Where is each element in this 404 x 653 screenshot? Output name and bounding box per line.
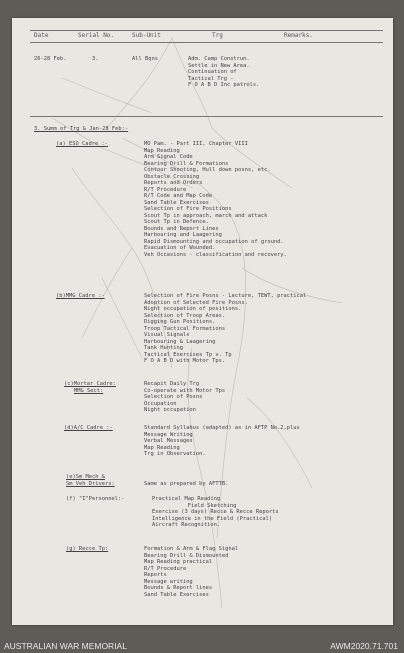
list-item: Rapid Dismounting and occupation of ground. [144,238,284,245]
list-item: Exercise (3 days) Recce & Recce Reports [152,509,279,515]
list-item: Selection of Fire Positions [144,206,232,212]
subsection-f-list [152,496,279,529]
list-item: Harbouring & Laagering [144,338,216,345]
list-item: Tank Hunting [144,345,183,351]
list-item: Adoption of Selected Fire Posns. [144,299,248,306]
list-item: Selection of Posns [144,394,203,400]
subsection-label-b: (b)MMG Cadre :- [56,293,105,299]
list-item: Scout Tp in Defence. [144,219,209,225]
list-item: Formation & Arm & Flag Signal [144,546,239,552]
list-item: Night occupation [144,407,196,413]
list-item: Occupation [144,400,177,407]
list-item: Aircraft Recognition. [152,522,221,528]
list-item: Field Sketching [152,502,237,509]
list-item: Arm Signal Code [144,154,193,160]
list-item: Reports and Orders [144,180,203,186]
list-item: Sand Table Exercises [144,591,209,598]
header-bottom-rule [30,42,383,43]
archive-footer [0,638,404,653]
archive-name: AUSTRALIAN WAR MEMORIAL [4,641,127,651]
subsection-d-list [144,425,300,458]
list-item: Recapit Daily Trg [144,381,200,387]
entry-line: Adm. Camp Construn. [188,56,250,62]
list-item: R/T Code and Map Code [144,193,213,199]
section-rule [30,116,383,117]
entry-subunit: All Bqns [132,56,158,62]
list-item: Obstacle Crossing [144,173,200,180]
list-item: Bounds and Report Lines [144,225,219,232]
list-item: Trg in Observation. [144,451,206,457]
subsection-label-c: (c)Mortar Cadre: [64,381,116,387]
list-item: Verbal Messages [144,438,193,444]
entry-line: Continuation of [188,69,237,75]
list-item: Evacuation of Wounded. [144,245,216,251]
list-item: Same as prepared by AFTTB. [144,481,229,487]
list-item: Bounds & Report lines [144,585,213,591]
list-item: Standard Syllabus (adapted) as in AFTP No.2,plus [144,425,300,431]
list-item: Tactical Exercises Tp v. Tp [144,351,232,358]
list-item: R/T Procedure [144,186,187,193]
header-top-rule [30,30,383,31]
subsection-c-list [144,381,225,414]
subsection-label-a: (a) ESO Cadre :- [56,141,108,147]
section-title: 3. Summ of Trg & Jan-28 Feb:- [34,126,129,132]
list-item: Night occupation of positions. [144,306,242,312]
header-date: Date [34,32,49,39]
header-trg: Trg [212,32,223,39]
list-item: Sand Table Exercises [144,199,209,206]
list-item: Map Reading [144,147,180,154]
header-remarks: Remarks. [284,32,313,39]
subsection-a-list [144,141,287,258]
subsection-label-e2: Sm Veh Drivers: [66,481,115,487]
entry-line: Tactical Trg - [188,75,234,82]
list-item: Co-operate with Motor Tps [144,387,226,394]
list-item: Map Reading practical [144,559,213,565]
entry-line: Settle in New Area. [188,62,250,69]
list-item: Scout Tp in approach, march and attack [144,212,268,219]
list-item: Veh Occasions - classification and recovery. [144,251,287,258]
list-item: Troop Tactical Formations [144,325,226,332]
list-item: Selection of Troop Areas. [144,312,226,319]
subsection-label-c2: MMG Sect: [74,388,104,394]
list-item: F O A B D with Motor Tps. [144,358,226,364]
list-item: Map Reading [144,444,180,451]
list-item: Contour Shooting, Hull down posns, etc. [144,167,271,173]
list-item: Harbouring and Laagering [144,232,222,238]
subsection-e-list [144,481,228,488]
column-header [12,32,393,41]
entry-line: F O A B D Inc patrols. [188,82,260,88]
list-item: Visual Signals [144,332,190,338]
header-subunit: Sub-Unit [132,32,161,39]
subsection-label-g: (g) Recce Tp: [66,546,109,552]
list-item: Selection of Fire Posns - Lecture, TEWT, practical [144,293,307,299]
list-item: Bearing Drill & Dismounted [144,552,229,559]
subsection-b-list [144,293,306,365]
entry-date: 26-28 Feb. [34,56,67,62]
subsection-label-d: (d)A/C Cadre :- [64,425,113,431]
archive-reference: AWM2020.71.701 [330,641,398,651]
subsection-label-f: (f) "I"Personnel:- [66,496,125,502]
list-item: Message Writing [144,431,193,438]
subsection-g-list [144,546,238,598]
list-item: MO Pam. - Part III, Chapter VIII [144,141,248,147]
list-item: Digging Gun Positions. [144,319,216,325]
list-item: Intelligence in the Field (Practical) [152,515,273,522]
header-serial: Serial No. [78,32,115,39]
document-page [12,18,393,625]
list-item: Practical Map Reading [152,496,221,502]
list-item: Message writing [144,578,193,585]
entry-training-block [188,56,259,89]
list-item: R/T Procedure [144,565,187,572]
subsection-label-e: (e)Sm Mech & [66,474,105,480]
list-item: Bearing Drill & Formations [144,160,229,167]
entry-serial: 3. [92,56,99,62]
list-item: Reports [144,572,167,578]
